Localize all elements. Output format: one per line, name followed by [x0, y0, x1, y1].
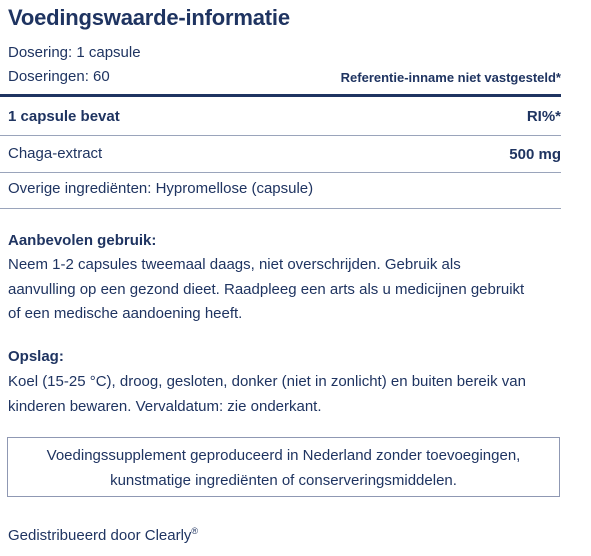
table-row-name: Chaga-extract: [8, 145, 103, 162]
storage-heading: Opslag:: [8, 348, 64, 365]
other-ingredients: Overige ingrediënten: Hypromellose (capsule): [8, 180, 314, 197]
divider-thin: [0, 208, 561, 209]
text-line: of een medische aandoening heeft.: [8, 305, 243, 322]
storage-text: [8, 370, 568, 419]
distributor-footer: [8, 521, 198, 546]
divider-thin: [0, 135, 561, 136]
text-line: kinderen bewaren. Vervaldatum: zie onderkant.: [8, 397, 322, 415]
ri-note: Referentie-inname niet vastgesteld*: [340, 70, 561, 85]
registered-mark: ®: [191, 526, 199, 536]
page-title: Voedingswaarde-informatie: [8, 5, 290, 30]
recommended-use-text: [8, 253, 568, 327]
text-line: aanvulling op een gezond dieet. Raadpleeg een arts als u medicijnen gebruikt: [8, 280, 525, 298]
dosage-text: Dosering: 1 capsule: [8, 44, 141, 61]
table-row-amount: 500 mg: [509, 146, 561, 163]
text-line: Neem 1-2 capsules tweemaal daags, niet overschrijden. Gebruik als: [8, 256, 461, 273]
divider-thin: [0, 172, 561, 173]
text-line: Koel (15-25 °C), droog, gesloten, donker (niet in zonlicht) en buiten bereik van: [8, 373, 526, 390]
table-header-right: RI%*: [526, 108, 561, 125]
notice-line: kunstmatige ingrediënten of conserveringsmiddelen.: [110, 472, 457, 489]
doses-count-text: Doseringen: 60: [8, 68, 110, 85]
divider-thick: [0, 94, 561, 97]
notice-box: [7, 437, 560, 497]
recommended-use-heading: Aanbevolen gebruik:: [8, 232, 157, 249]
notice-line: Voedingssupplement geproduceerd in Nederland zonder toevoegingen,: [46, 447, 521, 464]
table-header-left: 1 capsule bevat: [8, 108, 120, 125]
distributor-text: Gedistribueerd door Clearly: [8, 527, 192, 544]
